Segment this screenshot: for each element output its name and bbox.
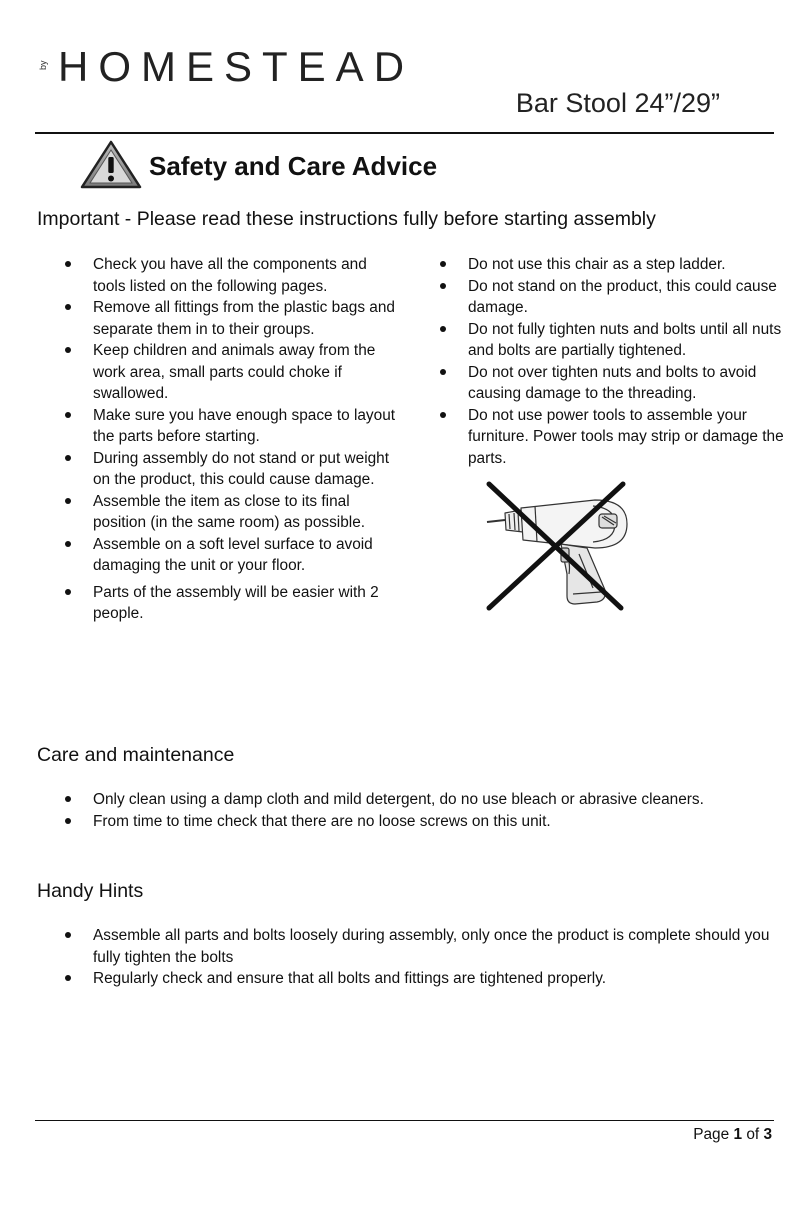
list-item: Regularly check and ensure that all bolts and fittings are tightened properly.: [37, 968, 777, 990]
list-item: Do not stand on the product, this could cause damage.: [412, 276, 787, 319]
hints-heading: Handy Hints: [37, 880, 144, 902]
safety-heading: Safety and Care Advice: [149, 151, 438, 181]
page-number: Page 1 of 3: [693, 1126, 772, 1143]
bullet-icon: [440, 326, 446, 332]
bullet-icon: [65, 261, 71, 267]
bullet-icon: [65, 818, 71, 824]
crossed-out-drill-icon: [475, 478, 635, 613]
list-item: During assembly do not stand or put weight on the product, this could cause damage.: [37, 448, 397, 491]
bullet-icon: [65, 589, 71, 595]
document-title: Bar Stool 24”/29”: [515, 88, 720, 118]
header-divider: [35, 132, 774, 134]
list-item: Do not use this chair as a step ladder.: [412, 254, 787, 276]
bullet-icon: [65, 304, 71, 310]
brand-logo: HOMESTEAD: [58, 43, 415, 90]
list-item: Do not use power tools to assemble your furniture. Power tools may strip or damage the parts.: [412, 405, 787, 470]
hints-list: [37, 925, 777, 990]
bullet-icon: [65, 932, 71, 938]
bullet-icon: [440, 369, 446, 375]
care-list: [37, 789, 777, 832]
list-item: Assemble the item as close to its final position (in the same room) as possible.: [37, 491, 397, 534]
bullet-icon: [65, 498, 71, 504]
brand-by: by: [38, 60, 48, 70]
bullet-icon: [65, 975, 71, 981]
warning-triangle-icon: [80, 140, 142, 190]
list-item: Make sure you have enough space to layout the parts before starting.: [37, 405, 397, 448]
important-notice: Important - Please read these instructions fully before starting assembly: [37, 208, 656, 230]
safety-list-left: [37, 254, 397, 625]
list-item: Remove all fittings from the plastic bags and separate them in to their groups.: [37, 297, 397, 340]
list-item: From time to time check that there are no loose screws on this unit.: [37, 811, 777, 833]
care-heading: Care and maintenance: [37, 744, 235, 766]
bullet-icon: [65, 455, 71, 461]
list-item: Do not over tighten nuts and bolts to avoid causing damage to the threading.: [412, 362, 787, 405]
list-item: Assemble all parts and bolts loosely during assembly, only once the product is complete should you fully tighten the bolts: [37, 925, 777, 968]
bullet-icon: [65, 796, 71, 802]
list-item: Keep children and animals away from the work area, small parts could choke if swallowed.: [37, 340, 397, 405]
footer-divider: [35, 1120, 774, 1121]
bullet-icon: [440, 283, 446, 289]
bullet-icon: [65, 347, 71, 353]
list-item: Assemble on a soft level surface to avoid damaging the unit or your floor.: [37, 534, 397, 577]
list-item: Only clean using a damp cloth and mild detergent, do no use bleach or abrasive cleaners.: [37, 789, 777, 811]
bullet-icon: [65, 541, 71, 547]
safety-list-right: [412, 254, 787, 469]
list-item: Do not fully tighten nuts and bolts until all nuts and bolts are partially tightened.: [412, 319, 787, 362]
bullet-icon: [440, 261, 446, 267]
bullet-icon: [440, 412, 446, 418]
list-item: Parts of the assembly will be easier with 2 people.: [37, 582, 397, 625]
list-item: Check you have all the components and tools listed on the following pages.: [37, 254, 397, 297]
bullet-icon: [65, 412, 71, 418]
